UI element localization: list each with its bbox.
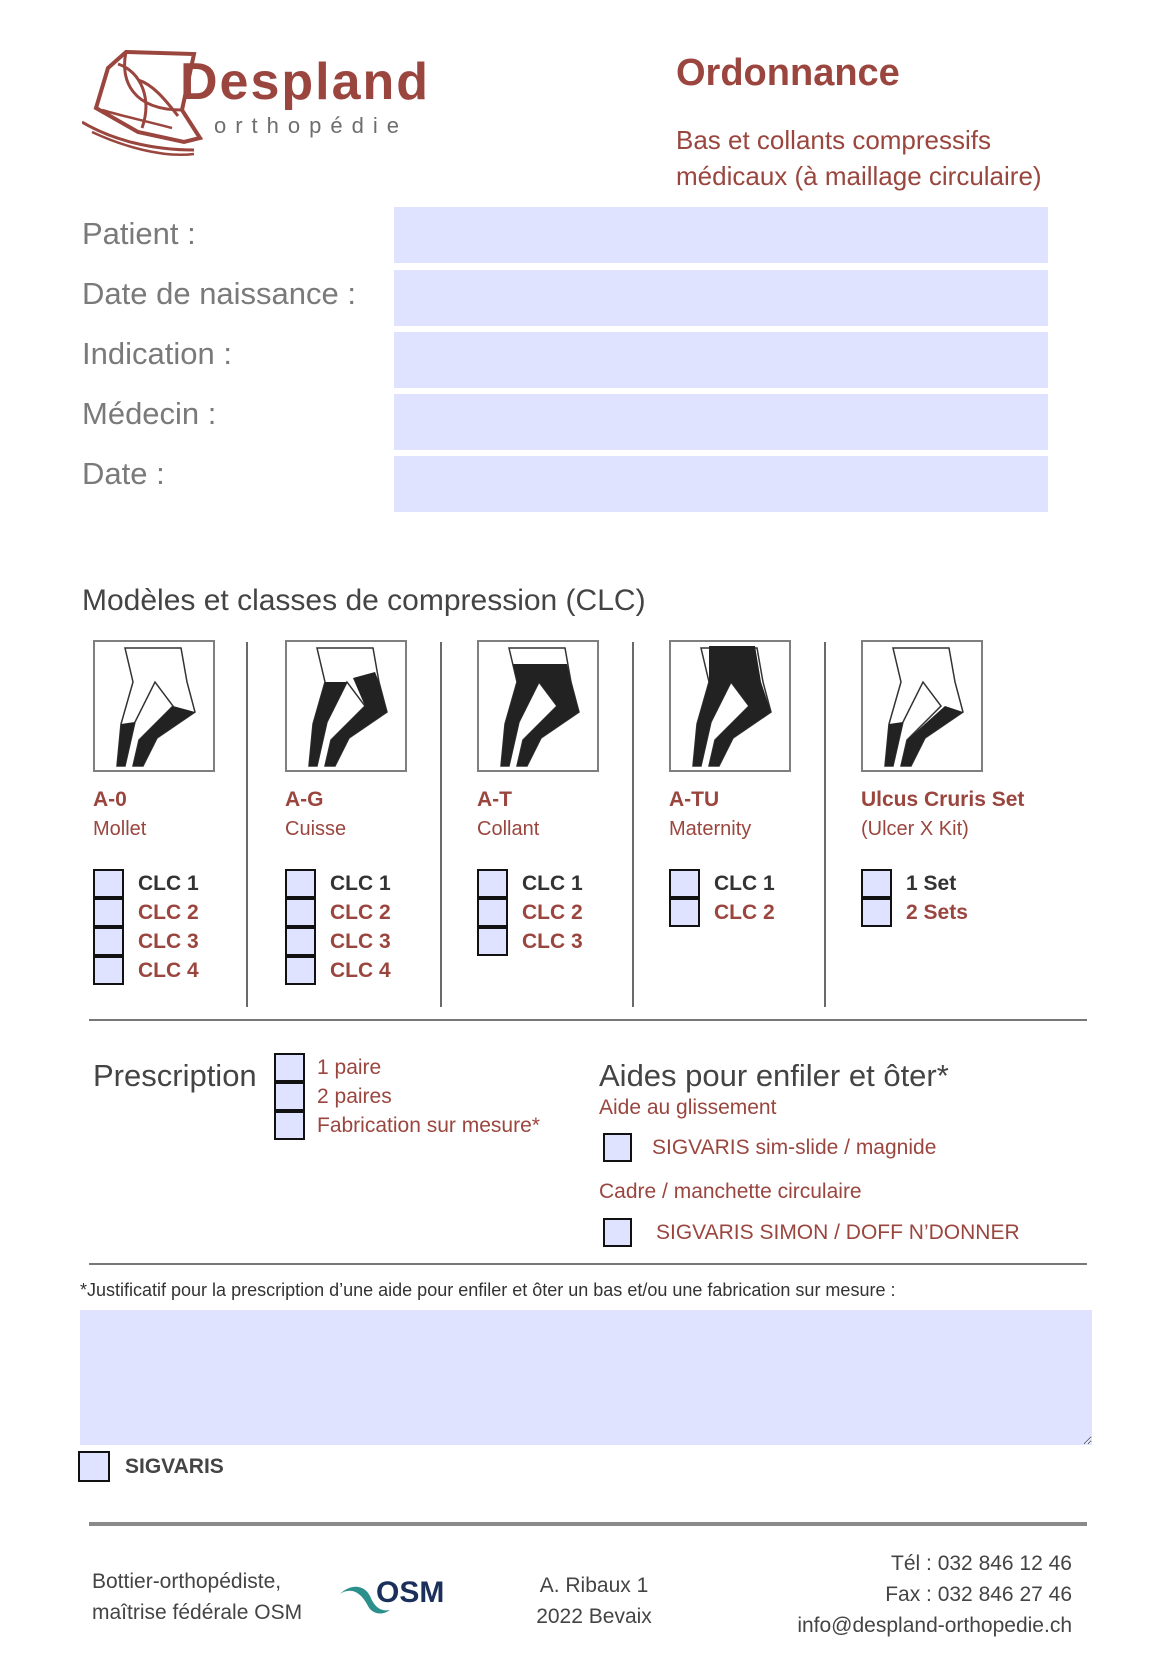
doctor-input[interactable] <box>394 394 1048 450</box>
option-label: SIGVARIS <box>125 1455 224 1478</box>
model-name: Maternity <box>669 818 752 840</box>
justification-label: *Justificatif pour la prescription d’une aide pour enfiler et ôter un bas et/ou une fabrication sur mesure : <box>80 1280 896 1300</box>
models-section-title: Modèles et classes de compression (CLC) <box>82 584 646 617</box>
checkbox[interactable] <box>274 1111 305 1140</box>
section-divider <box>89 1263 1087 1265</box>
model-name: Collant <box>477 818 540 840</box>
date-label: Date : <box>82 456 165 491</box>
option-row <box>477 869 667 898</box>
option-row <box>93 927 283 956</box>
model-name: Cuisse <box>285 818 347 840</box>
aide-group-label: Aide au glissement <box>599 1096 777 1119</box>
osm-logo-icon <box>338 1572 458 1618</box>
option-row <box>93 869 283 898</box>
checkbox[interactable] <box>477 898 508 927</box>
option-label: 1 Set <box>906 871 957 895</box>
indication-input[interactable] <box>394 332 1048 388</box>
option-row <box>603 1219 1020 1247</box>
option-label: CLC 2 <box>522 900 583 924</box>
document-title: Ordonnance <box>676 52 900 94</box>
column-divider <box>824 642 826 1007</box>
option-row <box>285 927 475 956</box>
address-line-1: A. Ribaux 1 <box>539 1574 649 1597</box>
checkbox[interactable] <box>603 1133 632 1162</box>
credentials-line-2: maîtrise fédérale OSM <box>92 1601 303 1624</box>
option-row <box>274 1111 540 1140</box>
maternity-tights-icon <box>669 640 791 772</box>
option-label: CLC 2 <box>714 900 775 924</box>
option-row <box>861 898 1091 927</box>
checkbox[interactable] <box>274 1082 305 1111</box>
option-row <box>285 898 475 927</box>
option-label: CLC 1 <box>330 871 391 895</box>
model-ulcus-cruris <box>861 640 1091 927</box>
option-row <box>603 1134 936 1162</box>
column-divider <box>440 642 442 1007</box>
option-row <box>669 869 859 898</box>
option-label: 2 paires <box>317 1084 392 1108</box>
model-ag <box>285 640 475 985</box>
option-row <box>477 898 667 927</box>
option-label: SIGVARIS SIMON / DOFF N’DONNER <box>656 1221 1020 1244</box>
checkbox[interactable] <box>477 927 508 956</box>
checkbox[interactable] <box>861 869 892 898</box>
checkbox[interactable] <box>285 869 316 898</box>
model-atu <box>669 640 859 927</box>
checkbox[interactable] <box>285 927 316 956</box>
checkbox[interactable] <box>93 956 124 985</box>
ulcer-kit-stocking-icon <box>861 640 983 772</box>
option-label: 2 Sets <box>906 900 968 924</box>
checkbox[interactable] <box>477 869 508 898</box>
column-divider <box>246 642 248 1007</box>
brand-tagline: orthopédie <box>214 113 408 138</box>
column-divider <box>632 642 634 1007</box>
model-code: A-TU <box>669 788 720 811</box>
phone: Tél : 032 846 12 46 <box>891 1552 1072 1575</box>
email-link[interactable]: info@despland-orthopedie.ch <box>797 1614 1072 1637</box>
checkbox[interactable] <box>93 927 124 956</box>
option-label: CLC 2 <box>138 900 199 924</box>
footer-divider <box>89 1522 1087 1526</box>
aide-group-label: Cadre / manchette circulaire <box>599 1180 862 1203</box>
birthdate-input[interactable] <box>394 270 1048 326</box>
option-row <box>861 869 1091 898</box>
model-a0 <box>93 640 283 985</box>
osm-logo-text: OSM <box>376 1576 445 1609</box>
prescription-title: Prescription <box>93 1058 257 1093</box>
brand-name: Despland <box>180 53 431 111</box>
credentials-line-1: Bottier-orthopédiste, <box>92 1570 282 1593</box>
doctor-label: Médecin : <box>82 396 217 431</box>
option-row <box>285 869 475 898</box>
model-code: A-T <box>477 788 512 811</box>
option-label: CLC 3 <box>138 929 199 953</box>
checkbox[interactable] <box>669 869 700 898</box>
option-label: CLC 1 <box>522 871 583 895</box>
option-row <box>669 898 859 927</box>
justification-textarea[interactable] <box>80 1310 1092 1445</box>
footer-address <box>534 1570 654 1632</box>
stocking-thigh-icon <box>285 640 407 772</box>
checkbox[interactable] <box>861 898 892 927</box>
checkbox[interactable] <box>93 869 124 898</box>
checkbox[interactable] <box>78 1451 110 1482</box>
option-label: CLC 4 <box>330 958 391 982</box>
option-label: CLC 4 <box>138 958 199 982</box>
prescription-options <box>274 1053 540 1140</box>
option-row <box>93 956 283 985</box>
footer-credentials <box>92 1566 302 1628</box>
option-row <box>78 1452 224 1482</box>
checkbox[interactable] <box>669 898 700 927</box>
birthdate-label: Date de naissance : <box>82 276 357 311</box>
checkbox[interactable] <box>285 956 316 985</box>
subtitle-line-2: médicaux (à maillage circulaire) <box>676 161 1042 191</box>
option-label: CLC 1 <box>714 871 775 895</box>
option-label: SIGVARIS sim-slide / magnide <box>652 1136 937 1159</box>
section-divider <box>89 1019 1087 1021</box>
checkbox[interactable] <box>285 898 316 927</box>
option-row <box>274 1082 540 1111</box>
indication-label: Indication : <box>82 336 232 371</box>
option-label: 1 paire <box>317 1055 382 1079</box>
aides-title: Aides pour enfiler et ôter* <box>599 1058 949 1093</box>
document-subtitle <box>676 122 1096 194</box>
option-label: Fabrication sur mesure* <box>317 1113 540 1137</box>
tights-icon <box>477 640 599 772</box>
option-row <box>285 956 475 985</box>
option-row <box>477 927 667 956</box>
option-row <box>274 1053 540 1082</box>
model-name: (Ulcer X Kit) <box>861 818 969 840</box>
checkbox[interactable] <box>93 898 124 927</box>
option-label: CLC 3 <box>330 929 391 953</box>
option-label: CLC 2 <box>330 900 391 924</box>
patient-input[interactable] <box>394 207 1048 263</box>
date-input[interactable] <box>394 456 1048 512</box>
model-name: Mollet <box>93 818 147 840</box>
model-code: A-G <box>285 788 324 811</box>
stocking-calf-icon <box>93 640 215 772</box>
footer-contact <box>797 1548 1072 1641</box>
option-label: CLC 3 <box>522 929 583 953</box>
patient-label: Patient : <box>82 216 196 251</box>
fax: Fax : 032 846 27 46 <box>885 1583 1072 1606</box>
model-code: A-0 <box>93 788 127 811</box>
address-line-2: 2022 Bevaix <box>536 1605 652 1628</box>
model-code: Ulcus Cruris Set <box>861 788 1025 811</box>
option-row <box>93 898 283 927</box>
subtitle-line-1: Bas et collants compressifs <box>676 125 992 155</box>
checkbox[interactable] <box>274 1053 305 1082</box>
option-label: CLC 1 <box>138 871 199 895</box>
model-at <box>477 640 667 956</box>
checkbox[interactable] <box>603 1218 632 1247</box>
